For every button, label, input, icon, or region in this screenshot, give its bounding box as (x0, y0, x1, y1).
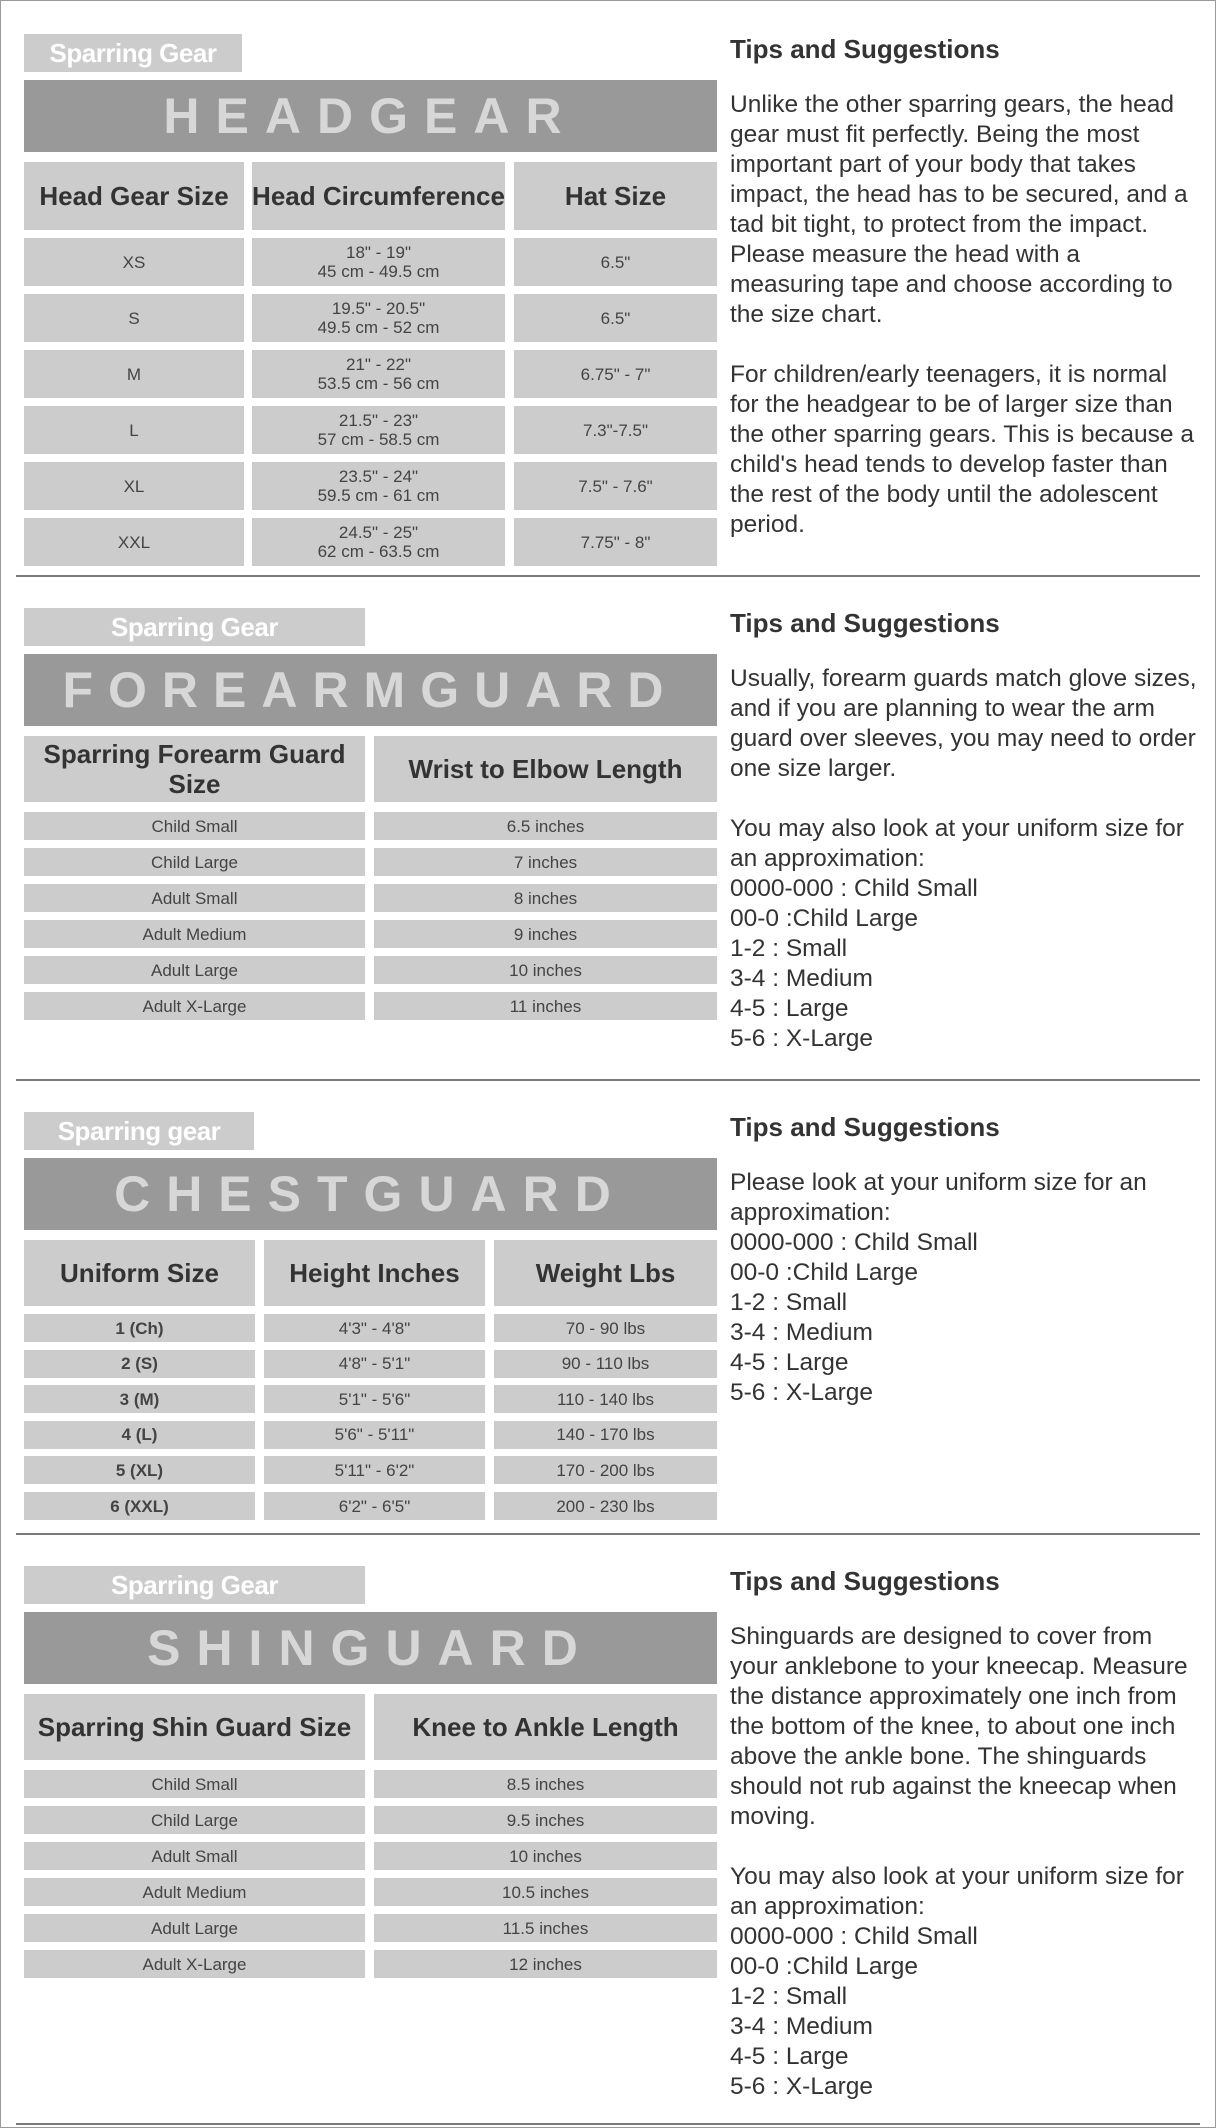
section-tag: Sparring Gear (24, 1566, 365, 1604)
table-cell: 6.5" (514, 294, 717, 342)
tips-title: Tips and Suggestions (730, 34, 1000, 64)
cell-text: 62 cm - 63.5 cm (317, 542, 440, 561)
tips-body (730, 1622, 1200, 2102)
table-cell: S (24, 294, 244, 342)
table-cell: Adult Medium (24, 920, 365, 948)
table-cell: XS (24, 238, 244, 286)
section-tag: Sparring Gear (24, 34, 242, 72)
tips-body (730, 664, 1200, 1054)
table-header: Knee to Ankle Length (374, 1694, 717, 1760)
table-cell: 4'8" - 5'1" (264, 1350, 485, 1378)
cell-text: 59.5 cm - 61 cm (317, 486, 440, 505)
table-cell (252, 518, 505, 566)
uniform-size-list (730, 874, 1200, 1054)
table-cell: XL (24, 462, 244, 510)
table-cell: 11 inches (374, 992, 717, 1020)
table-cell: Child Large (24, 848, 365, 876)
tips-paragraph: You may also look at your uniform size for an approximation: (730, 1863, 1184, 1920)
table-cell: 10 inches (374, 1842, 717, 1870)
table-cell (252, 350, 505, 398)
table-header: Weight Lbs (494, 1240, 717, 1306)
table-cell: 7 inches (374, 848, 717, 876)
uniform-size-item: 4-5 : Large (730, 995, 849, 1022)
table-cell: 7.3"-7.5" (514, 406, 717, 454)
section-banner: HEADGEAR (24, 80, 717, 152)
table-cell: 5'1" - 5'6" (264, 1385, 485, 1413)
tips-title: Tips and Suggestions (730, 1112, 1000, 1142)
table-header: Head Circumference (252, 162, 505, 230)
table-cell (252, 238, 505, 286)
table-cell: 8 inches (374, 884, 717, 912)
tips-body (730, 1168, 1200, 1408)
table-cell: 4'3" - 4'8" (264, 1314, 485, 1342)
cell-text: 49.5 cm - 52 cm (317, 318, 440, 337)
table-cell: 6.5 inches (374, 812, 717, 840)
uniform-size-item: 00-0 :Child Large (730, 1259, 918, 1286)
table-cell: Child Small (24, 1770, 365, 1798)
cell-text: 45 cm - 49.5 cm (317, 262, 440, 281)
section-banner: FOREARMGUARD (24, 654, 717, 726)
table-cell: 5 (XL) (24, 1456, 255, 1484)
uniform-size-item: 5-6 : X-Large (730, 2073, 873, 2100)
table-cell: 9.5 inches (374, 1806, 717, 1834)
uniform-size-item: 00-0 :Child Large (730, 1953, 918, 1980)
cell-text: 21" - 22" (346, 355, 411, 374)
table-cell (252, 294, 505, 342)
section-divider (16, 575, 1200, 577)
table-header: Head Gear Size (24, 162, 244, 230)
table-cell: 170 - 200 lbs (494, 1456, 717, 1484)
table-cell: M (24, 350, 244, 398)
table-header: Sparring Shin Guard Size (24, 1694, 365, 1760)
uniform-size-item: 3-4 : Medium (730, 1319, 873, 1346)
tips-paragraph: For children/early teenagers, it is normal for the headgear to be of larger size than the other sparring gears. This is because a child's head tends to develop faster than the rest of the body until the adolescent period. (730, 361, 1194, 538)
table-cell: 6'2" - 6'5" (264, 1492, 485, 1520)
tips-body (730, 90, 1200, 570)
table-cell: 2 (S) (24, 1350, 255, 1378)
table-cell (252, 462, 505, 510)
table-cell: 90 - 110 lbs (494, 1350, 717, 1378)
uniform-size-item: 1-2 : Small (730, 935, 848, 962)
tips-title: Tips and Suggestions (730, 1566, 1000, 1596)
table-header: Uniform Size (24, 1240, 255, 1306)
table-cell: 6 (XXL) (24, 1492, 255, 1520)
cell-text: 53.5 cm - 56 cm (317, 374, 440, 393)
table-cell: XXL (24, 518, 244, 566)
tips-paragraph: Please look at your uniform size for an approximation: (730, 1169, 1147, 1226)
table-cell: 12 inches (374, 1950, 717, 1978)
section-banner: CHESTGUARD (24, 1158, 717, 1230)
cell-text: 18" - 19" (346, 243, 411, 262)
table-cell: 10 inches (374, 956, 717, 984)
table-cell: 70 - 90 lbs (494, 1314, 717, 1342)
table-cell: Adult Large (24, 1914, 365, 1942)
uniform-size-item: 5-6 : X-Large (730, 1379, 873, 1406)
cell-text: 23.5" - 24" (338, 467, 419, 486)
section-tag: Sparring gear (24, 1112, 254, 1150)
cell-text: 21.5" - 23" (338, 411, 419, 430)
table-cell: 7.5" - 7.6" (514, 462, 717, 510)
table-header: Sparring Forearm Guard Size (24, 736, 365, 802)
section-divider (16, 1533, 1200, 1535)
cell-text: 57 cm - 58.5 cm (317, 430, 440, 449)
uniform-size-list (730, 1922, 1200, 2102)
tips-paragraph: Shinguards are designed to cover from your anklebone to your kneecap. Measure the distance approximately one inch from the bottom of the knee, to about one inch above the ankle bone. The shinguards should not rub against the kneecap when moving. (730, 1623, 1188, 1830)
table-cell (252, 406, 505, 454)
section-divider (16, 1079, 1200, 1081)
uniform-size-item: 0000-000 : Child Small (730, 1229, 978, 1256)
table-cell: 10.5 inches (374, 1878, 717, 1906)
table-cell: Adult Medium (24, 1878, 365, 1906)
table-header: Wrist to Elbow Length (374, 736, 717, 802)
table-cell: 1 (Ch) (24, 1314, 255, 1342)
table-cell: Adult Small (24, 1842, 365, 1870)
table-cell: 6.5" (514, 238, 717, 286)
table-cell: 3 (M) (24, 1385, 255, 1413)
uniform-size-item: 1-2 : Small (730, 1289, 848, 1316)
table-cell: 200 - 230 lbs (494, 1492, 717, 1520)
table-cell: 9 inches (374, 920, 717, 948)
table-cell: 7.75" - 8" (514, 518, 717, 566)
table-cell: 6.75" - 7" (514, 350, 717, 398)
uniform-size-item: 0000-000 : Child Small (730, 875, 978, 902)
table-cell: 4 (L) (24, 1421, 255, 1449)
table-cell: 140 - 170 lbs (494, 1421, 717, 1449)
uniform-size-list (730, 1228, 1200, 1408)
tips-paragraph: Unlike the other sparring gears, the head gear must fit perfectly. Being the most important part of your body that takes impact, the head has to be secured, and a tad bit tight, to protect from the impact. Please measure the head with a measuring tape and choose according to the size chart. (730, 91, 1188, 328)
table-cell: 11.5 inches (374, 1914, 717, 1942)
table-cell: Child Small (24, 812, 365, 840)
section-divider (16, 2123, 1200, 2125)
table-cell: Adult X-Large (24, 1950, 365, 1978)
uniform-size-item: 0000-000 : Child Small (730, 1923, 978, 1950)
uniform-size-item: 1-2 : Small (730, 1983, 848, 2010)
table-cell: Child Large (24, 1806, 365, 1834)
table-cell: Adult X-Large (24, 992, 365, 1020)
section-banner: SHINGUARD (24, 1612, 717, 1684)
table-header: Height Inches (264, 1240, 485, 1306)
table-cell: Adult Small (24, 884, 365, 912)
table-cell: 110 - 140 lbs (494, 1385, 717, 1413)
uniform-size-item: 3-4 : Medium (730, 2013, 873, 2040)
table-cell: L (24, 406, 244, 454)
uniform-size-item: 00-0 :Child Large (730, 905, 918, 932)
table-cell: Adult Large (24, 956, 365, 984)
tips-paragraph: You may also look at your uniform size for an approximation: (730, 815, 1184, 872)
tips-paragraph: Usually, forearm guards match glove sizes, and if you are planning to wear the arm guard over sleeves, you may need to order one size larger. (730, 665, 1197, 782)
tips-title: Tips and Suggestions (730, 608, 1000, 638)
table-cell: 5'6" - 5'11" (264, 1421, 485, 1449)
section-tag: Sparring Gear (24, 608, 365, 646)
cell-text: 24.5" - 25" (338, 523, 419, 542)
table-cell: 8.5 inches (374, 1770, 717, 1798)
uniform-size-item: 3-4 : Medium (730, 965, 873, 992)
cell-text: 19.5" - 20.5" (331, 299, 426, 318)
table-header: Hat Size (514, 162, 717, 230)
table-cell: 5'11" - 6'2" (264, 1456, 485, 1484)
uniform-size-item: 4-5 : Large (730, 1349, 849, 1376)
uniform-size-item: 5-6 : X-Large (730, 1025, 873, 1052)
uniform-size-item: 4-5 : Large (730, 2043, 849, 2070)
